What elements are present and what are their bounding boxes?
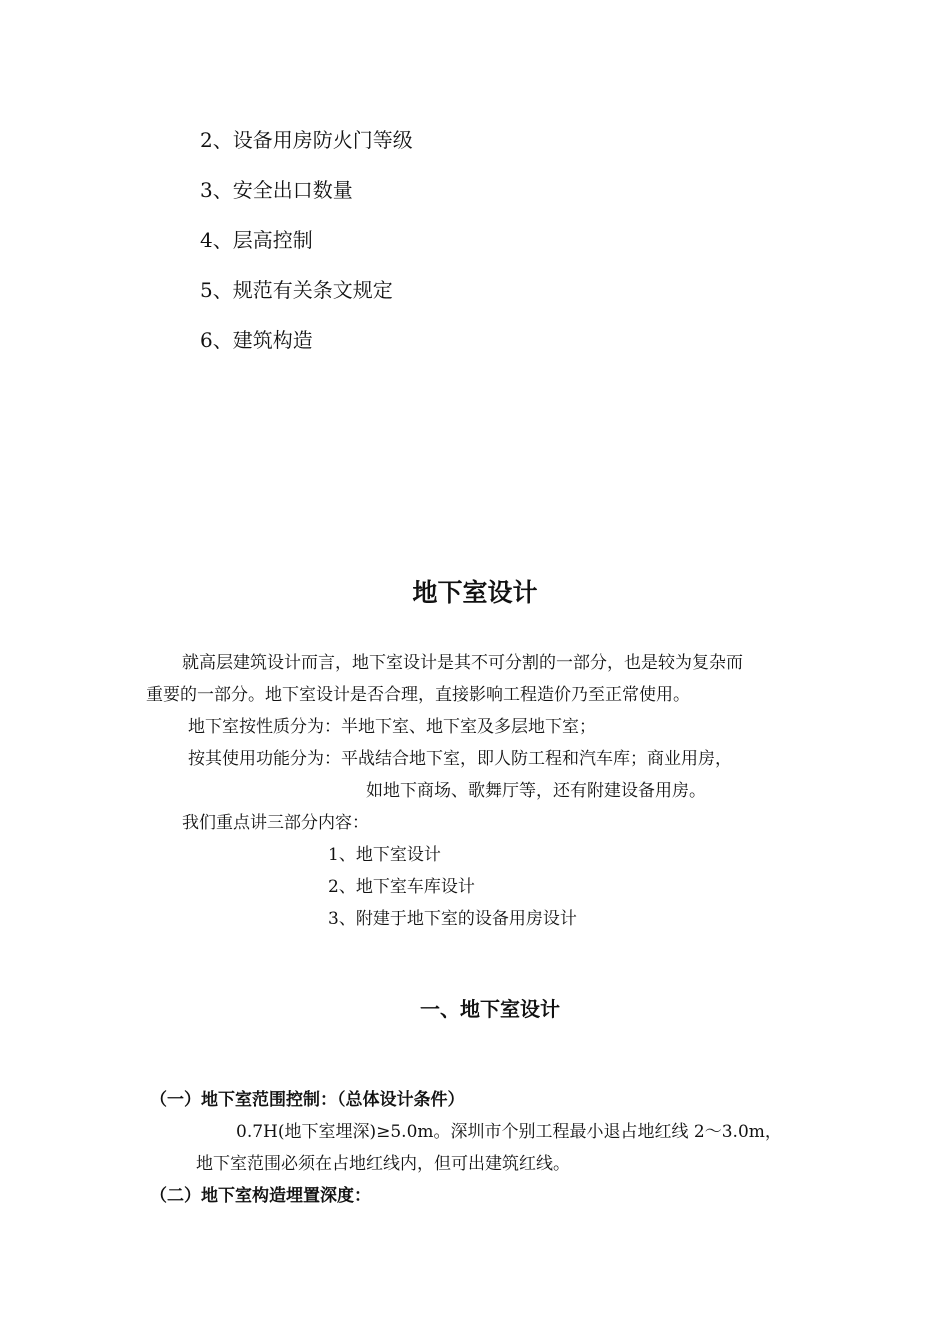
list-item: 4、层高控制 (200, 228, 313, 252)
section-title: 一、地下室设计 (420, 997, 560, 1021)
focus-list-item: 1、地下室设计 (328, 845, 441, 865)
nature-classification: 地下室按性质分为：半地下室、地下室及多层地下室； (188, 717, 596, 737)
focus-list-item: 3、附建于地下室的设备用房设计 (328, 909, 577, 929)
subsection-heading: （一）地下室范围控制：（总体设计条件） (150, 1090, 465, 1110)
focus-list-item: 2、地下室车库设计 (328, 877, 475, 897)
list-item: 6、建筑构造 (200, 328, 313, 352)
list-item: 5、规范有关条文规定 (200, 278, 393, 302)
intro-line-1: 就高层建筑设计而言，地下室设计是其不可分割的一部分，也是较为复杂而 (182, 653, 743, 673)
list-item: 2、设备用房防火门等级 (200, 128, 413, 152)
list-item: 3、安全出口数量 (200, 178, 353, 202)
focus-intro: 我们重点讲三部分内容： (182, 813, 369, 833)
intro-line-2: 重要的一部分。地下室设计是否合理，直接影响工程造价乃至正常使用。 (146, 685, 690, 705)
subsection-text: 0.7H(地下室埋深)≥5.0m。深圳市个别工程最小退占地红线 2～3.0m， (236, 1122, 782, 1142)
function-classification-line-2: 如地下商场、歌舞厅等，还有附建设备用房。 (366, 781, 706, 801)
subsection-text: 地下室范围必须在占地红线内，但可出建筑红线。 (196, 1154, 570, 1174)
function-classification-line-1: 按其使用功能分为：平战结合地下室，即人防工程和汽车库；商业用房， (188, 749, 732, 769)
subsection-heading: （二）地下室构造埋置深度： (150, 1186, 371, 1206)
page-title: 地下室设计 (412, 578, 538, 607)
